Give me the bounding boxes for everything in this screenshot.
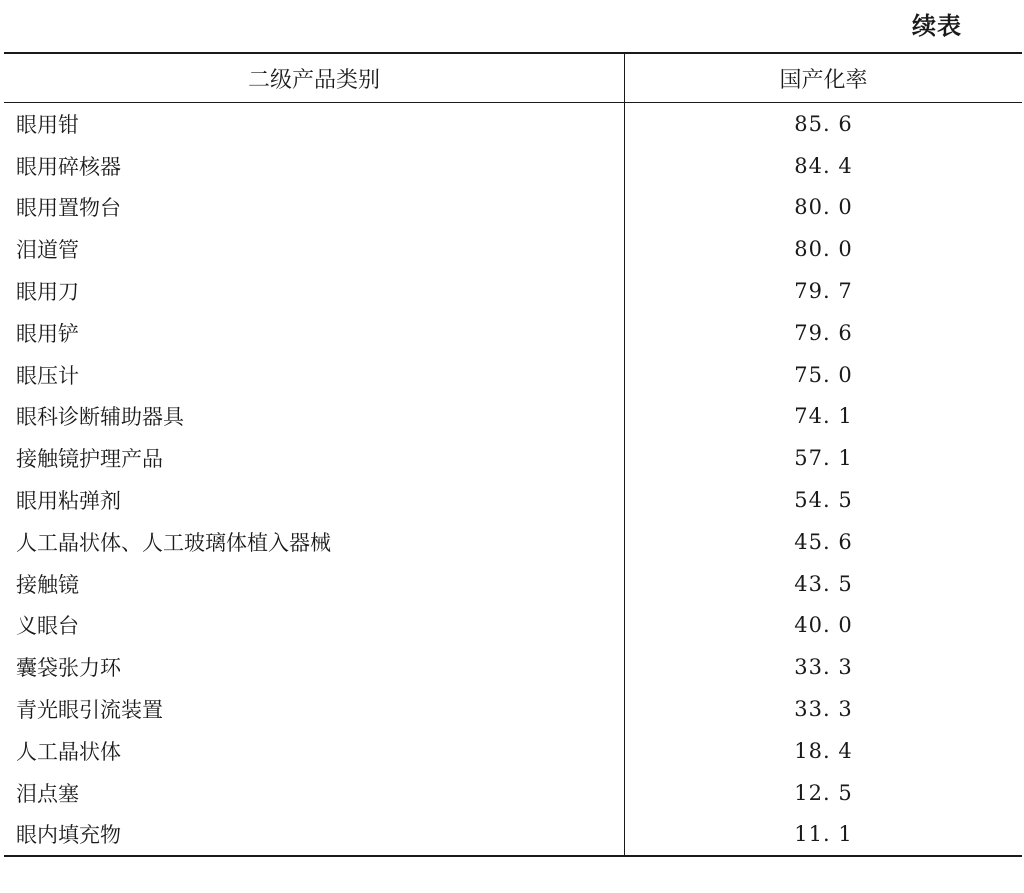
table-row	[4, 354, 1022, 396]
rate-cell: 79. 6	[794, 320, 853, 345]
category-cell: 眼压计	[4, 354, 625, 396]
table-row	[4, 646, 1022, 688]
table-row	[4, 688, 1022, 730]
category-cell: 义眼台	[4, 605, 625, 647]
rate-cell: 43. 5	[794, 571, 853, 596]
rate-cell: 80. 0	[794, 195, 853, 220]
table-row	[4, 228, 1022, 270]
category-cell: 眼内填充物	[4, 814, 625, 857]
continued-table-heading: 续表	[912, 12, 962, 40]
rate-cell: 33. 3	[794, 655, 853, 680]
table-row	[4, 605, 1022, 647]
category-cell: 泪点塞	[4, 772, 625, 814]
table-row	[4, 437, 1022, 479]
category-cell: 眼用碎核器	[4, 145, 625, 187]
rate-cell: 11. 1	[625, 814, 1023, 857]
rate-cell: 57. 1	[794, 446, 853, 471]
table-body	[4, 103, 1022, 857]
category-cell: 泪道管	[4, 228, 625, 270]
category-cell: 人工晶状体、人工玻璃体植入器械	[4, 521, 625, 563]
rate-cell: 85. 6	[794, 111, 853, 136]
category-cell: 眼科诊断辅助器具	[4, 396, 625, 438]
table-row	[4, 814, 1022, 857]
category-cell: 人工晶状体	[4, 730, 625, 772]
rate-cell: 74. 1	[794, 404, 853, 429]
table-row	[4, 730, 1022, 772]
rate-cell: 75. 0	[794, 362, 853, 387]
rate-cell: 12. 5	[794, 780, 853, 805]
category-cell: 眼用刀	[4, 270, 625, 312]
rate-cell: 79. 7	[794, 279, 853, 304]
rate-cell: 33. 3	[794, 697, 853, 722]
rate-cell: 45. 6	[794, 529, 853, 554]
category-cell: 接触镜	[4, 563, 625, 605]
table-row	[4, 312, 1022, 354]
rate-cell: 18. 4	[794, 738, 853, 763]
table-row	[4, 772, 1022, 814]
table-header-row	[4, 53, 1022, 103]
category-cell: 眼用铲	[4, 312, 625, 354]
category-cell: 眼用钳	[4, 103, 625, 145]
category-cell: 接触镜护理产品	[4, 437, 625, 479]
table-row	[4, 521, 1022, 563]
rate-column-header: 国产化率	[625, 53, 1023, 103]
table-row	[4, 145, 1022, 187]
table-row	[4, 479, 1022, 521]
category-column-header: 二级产品类别	[4, 53, 625, 103]
category-cell: 眼用粘弹剂	[4, 479, 625, 521]
localization-rate-table	[4, 52, 1022, 857]
category-cell: 青光眼引流装置	[4, 688, 625, 730]
table-row	[4, 396, 1022, 438]
rate-cell: 54. 5	[794, 488, 853, 513]
rate-cell: 84. 4	[794, 153, 853, 178]
table-row	[4, 270, 1022, 312]
table-row	[4, 103, 1022, 145]
rate-cell: 40. 0	[794, 613, 853, 638]
rate-cell: 80. 0	[794, 237, 853, 262]
category-cell: 眼用置物台	[4, 187, 625, 229]
table-row	[4, 187, 1022, 229]
table-row	[4, 563, 1022, 605]
category-cell: 囊袋张力环	[4, 646, 625, 688]
